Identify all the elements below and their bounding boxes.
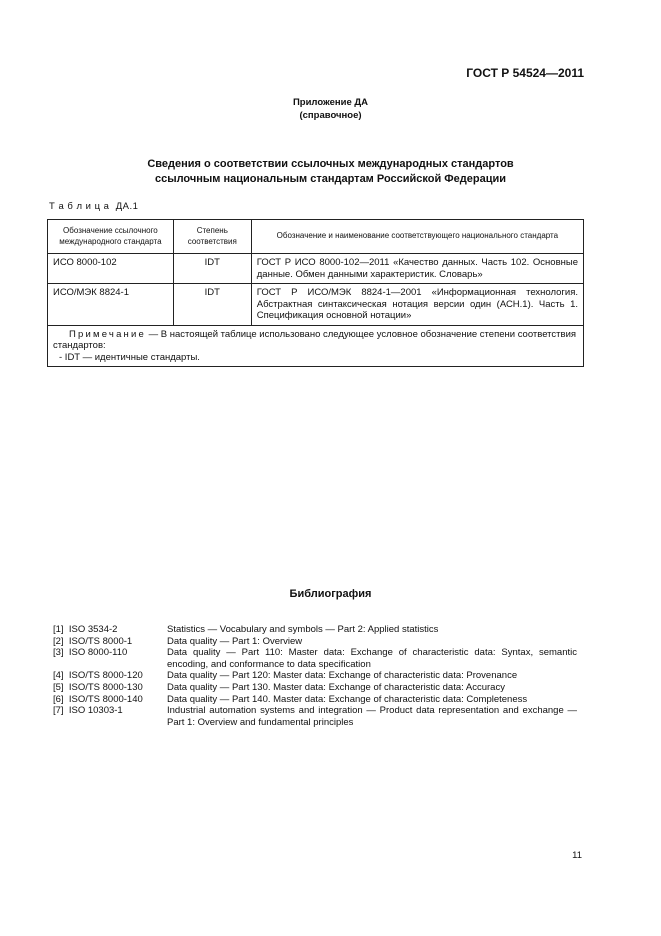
bibliography-list: [53, 624, 577, 728]
table-cell: ГОСТ Р ИСО/МЭК 8824-1—2001 «Информационная технология. Абстрактная синтаксическая нотация версии один (АСН.1). Часть 1. Спецификация основной нотации»: [251, 284, 583, 326]
note-body: — В настоящей таблице использовано следующее условное обозначение степени соответствия стандартов:: [53, 328, 577, 351]
table-note-text: [53, 329, 578, 352]
bibliography-text: Statistics — Vocabulary and symbols — Part 2: Applied statistics: [167, 624, 439, 635]
section-title-line1: Сведения о соответствии ссылочных международных стандартов: [147, 158, 514, 170]
bibliography-entry: [53, 636, 577, 648]
annex-title: Приложение ДА: [292, 97, 369, 108]
table-cell: ИСО/МЭК 8824-1: [48, 284, 174, 326]
bibliography-reference: [3] ISO 8000-110: [53, 647, 128, 659]
bibliography-reference: [5] ISO/TS 8000-130: [53, 681, 143, 693]
bibliography-entry: [53, 705, 577, 728]
bibliography-title: Библиография: [289, 588, 372, 600]
bibliography-text: Data quality — Part 1: Overview: [167, 635, 303, 647]
bibliography-reference: [2] ISO/TS 8000-1: [53, 635, 133, 647]
bibliography-entry: [53, 670, 577, 682]
bibliography-entry: [53, 647, 577, 670]
table-header-cell: Обозначение ссылочного международного стандарта: [48, 220, 174, 254]
bibliography-text: Data quality — Part 130. Master data: Exchange of characteristic data: Accuracy: [167, 681, 505, 693]
table-cell: IDT: [173, 284, 251, 326]
table-note: [48, 325, 584, 367]
page-number: 11: [572, 850, 582, 861]
section-title: [0, 157, 661, 187]
bibliography-reference: [4] ISO/TS 8000-120: [53, 670, 143, 682]
bibliography-text: Data quality — Part 140. Master data: Exchange of characteristic data: Completeness: [167, 693, 528, 705]
document-code: ГОСТ Р 54524—2011: [466, 66, 584, 80]
section-title-line2: ссылочным национальным стандартам Российской Федерации: [154, 173, 507, 185]
table-row: [48, 254, 584, 284]
bibliography-entry: [53, 682, 577, 694]
bibliography-reference: [7] ISO 10303-1: [53, 705, 123, 717]
table-header-cell: Степень соответствия: [173, 220, 251, 254]
note-list-item: - IDT — идентичные стандарты.: [59, 351, 200, 363]
table-row: [48, 284, 584, 326]
bibliography-reference: [6] ISO/TS 8000-140: [53, 693, 143, 705]
table-cell: ГОСТ Р ИСО 8000-102—2011 «Качество данных. Часть 102. Основные данные. Обмен данными характеристик. Словарь»: [251, 254, 583, 284]
bibliography-text: Data quality — Part 110: Master data: Exchange of characteristic data: Syntax, semantic encoding, and conformance to data specification: [167, 647, 577, 670]
bibliography-text: Data quality — Part 120: Master data: Exchange of characteristic data: Provenance: [167, 670, 518, 682]
bibliography-entry: [53, 694, 577, 706]
table-caption: Т а б л и ц а ДА.1: [49, 201, 139, 212]
correspondence-table: [47, 219, 584, 367]
table-cell: ИСО 8000-102: [48, 254, 174, 284]
annex-heading: [0, 96, 661, 122]
table-cell: IDT: [173, 254, 251, 284]
table-header-row: [48, 220, 584, 254]
bibliography-text: Industrial automation systems and integration — Product data representation and exchange — Part 1: Overview and fundamental principles: [167, 705, 577, 728]
table-header-cell: Обозначение и наименование соответствующего национального стандарта: [251, 220, 583, 254]
bibliography-entry: [53, 624, 577, 636]
bibliography-reference: [1] ISO 3534-2: [53, 624, 118, 635]
table-note-row: [48, 325, 584, 367]
annex-subtitle: (справочное): [299, 110, 362, 121]
note-label: Примечание: [69, 328, 146, 340]
